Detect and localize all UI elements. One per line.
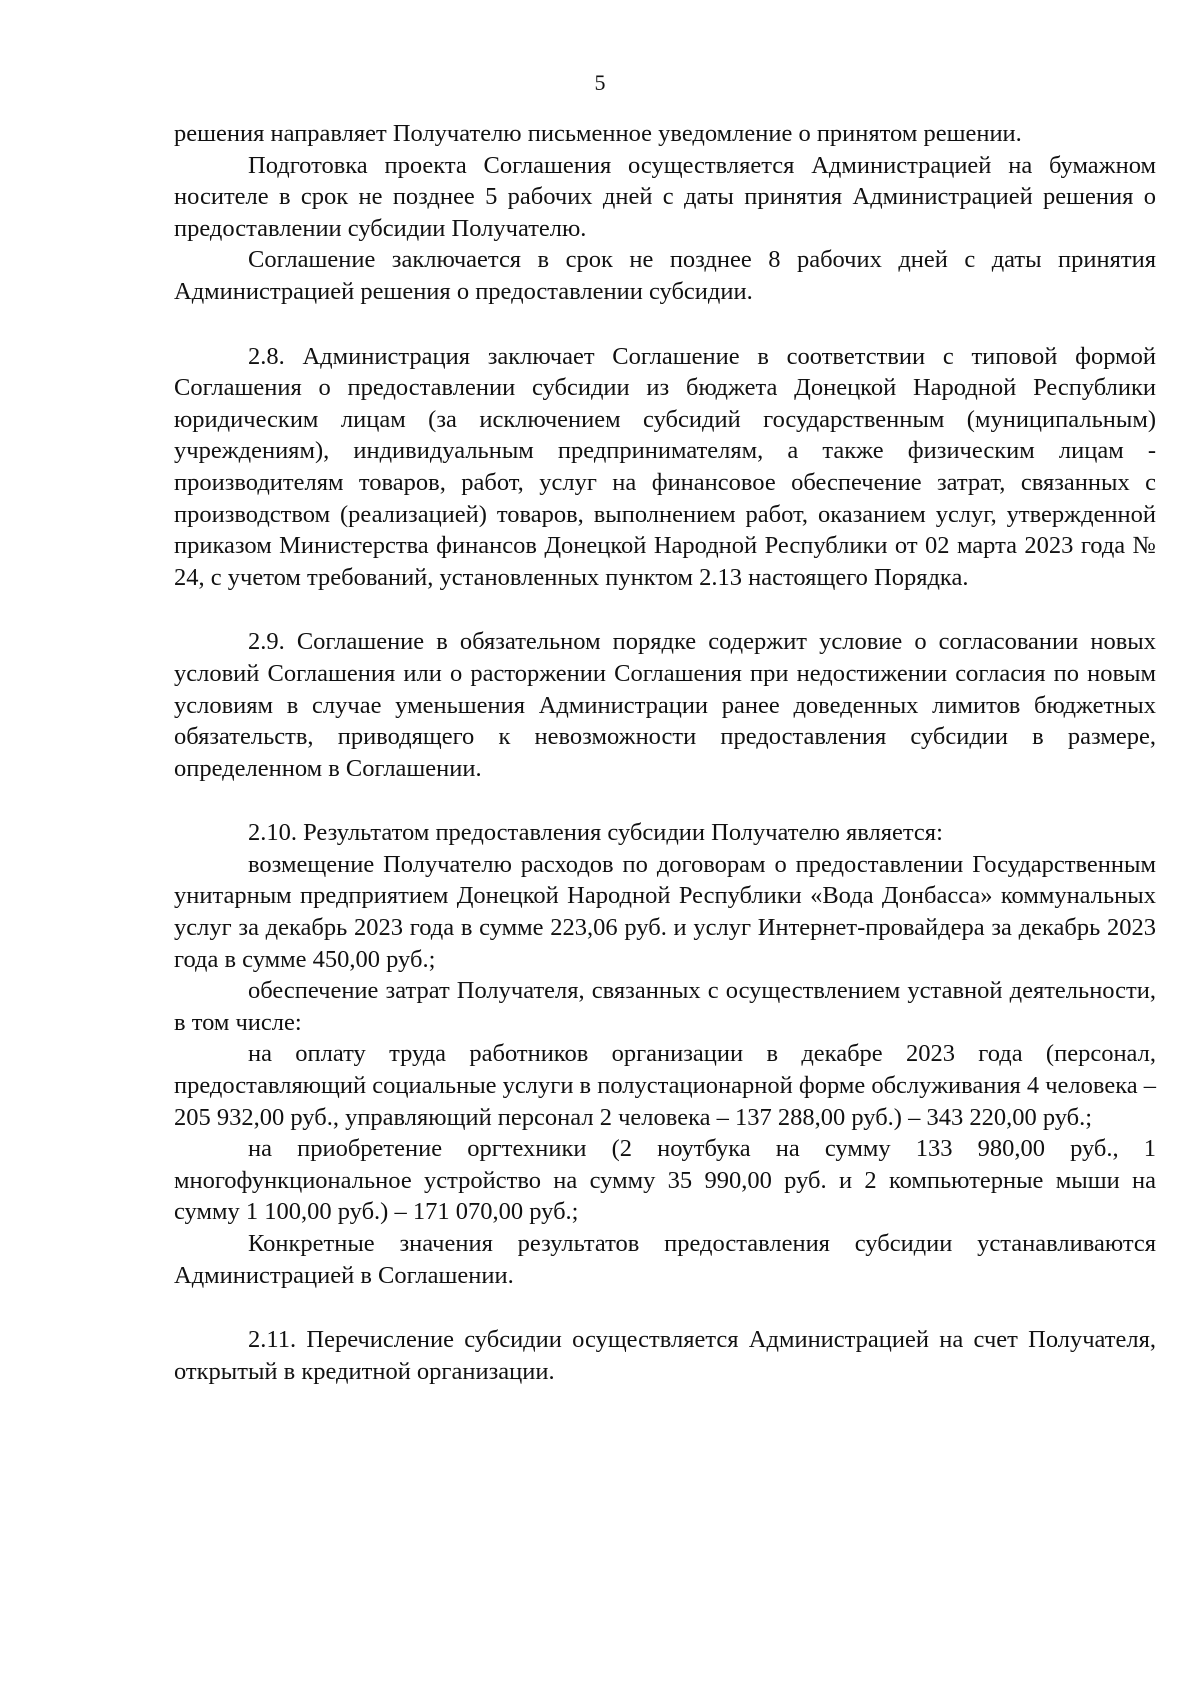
paragraph-gap bbox=[174, 593, 1156, 626]
paragraph-gap bbox=[174, 784, 1156, 817]
section-2-8-paragraph: 2.8. Администрация заключает Соглашение в соответствии с типовой формой Соглашения о предоставлении субсидии из бюджета Донецкой Народной Республики юридическим лицам (за исключением субсидий государственным (муниципальным) учреждениям), индивидуальным предпринимателям, а также физическим лицам - производителям товаров, работ, услуг на финансовое обеспечение затрат, связанных с производством (реализацией) товаров, выполнением работ, оказанием услуг, утвержденной приказом Министерства финансов Донецкой Народной Республики от 02 марта 2023 года № 24, с учетом требований, установленных пунктом 2.13 настоящего Порядка. bbox=[174, 342, 1156, 591]
paragraph: обеспечение затрат Получателя, связанных с осуществлением уставной деятельности, в том числе: bbox=[174, 977, 1156, 1036]
paragraph: Конкретные значения результатов предоставления субсидии устанавливаются Администрацией в Соглашении. bbox=[174, 1230, 1156, 1289]
section-2-9-paragraph: 2.9. Соглашение в обязательном порядке содержит условие о согласовании новых условий Соглашения или о расторжении Соглашения при недостижении согласия по новым условиям в случае уменьшения Администрации ранее доведенных лимитов бюджетных обязательств, приводящего к невозможности предоставления субсидии в размере, определенном в Соглашении. bbox=[174, 628, 1156, 782]
section-2-10-paragraph: 2.10. Результатом предоставления субсидии Получателю является: bbox=[248, 819, 943, 847]
section-2-11-paragraph: 2.11. Перечисление субсидии осуществляется Администрацией на счет Получателя, открытый в кредитной организации. bbox=[174, 1326, 1156, 1385]
paragraph: решения направляет Получателю письменное уведомление о принятом решении. bbox=[174, 120, 1022, 147]
paragraph-gap bbox=[174, 1291, 1156, 1324]
paragraph: возмещение Получателю расходов по договорам о предоставлении Государственным унитарным предприятием Донецкой Народной Республики «Вода Донбасса» коммунальных услуг за декабрь 2023 года в сумме 223,06 руб. и услуг Интернет-провайдера за декабрь 2023 года в сумме 450,00 руб.; bbox=[174, 850, 1156, 973]
paragraph: на приобретение оргтехники (2 ноутбука на сумму 133 980,00 руб., 1 многофункциональное устройство на сумму 35 990,00 руб. и 2 компьютерные мыши на сумму 1 100,00 руб.) – 171 070,00 руб.; bbox=[174, 1135, 1156, 1226]
paragraph: на оплату труда работников организации в декабре 2023 года (персонал, предоставляющий социальные услуги в полустационарной форме обслуживания 4 человека –205 932,00 руб., управляющий персонал 2 человека – 137 288,00 руб.) – 343 220,00 руб.; bbox=[174, 1040, 1156, 1131]
paragraph: Соглашение заключается в срок не позднее 8 рабочих дней с даты принятия Администрацией решения о предоставлении субсидии. bbox=[174, 246, 1156, 305]
document-body bbox=[174, 118, 1156, 1387]
paragraph-gap bbox=[174, 308, 1156, 341]
paragraph: Подготовка проекта Соглашения осуществляется Администрацией на бумажном носителе в срок не позднее 5 рабочих дней с даты принятия Администрацией решения о предоставлении субсидии Получателю. bbox=[174, 151, 1156, 242]
page-number: 5 bbox=[594, 70, 606, 95]
